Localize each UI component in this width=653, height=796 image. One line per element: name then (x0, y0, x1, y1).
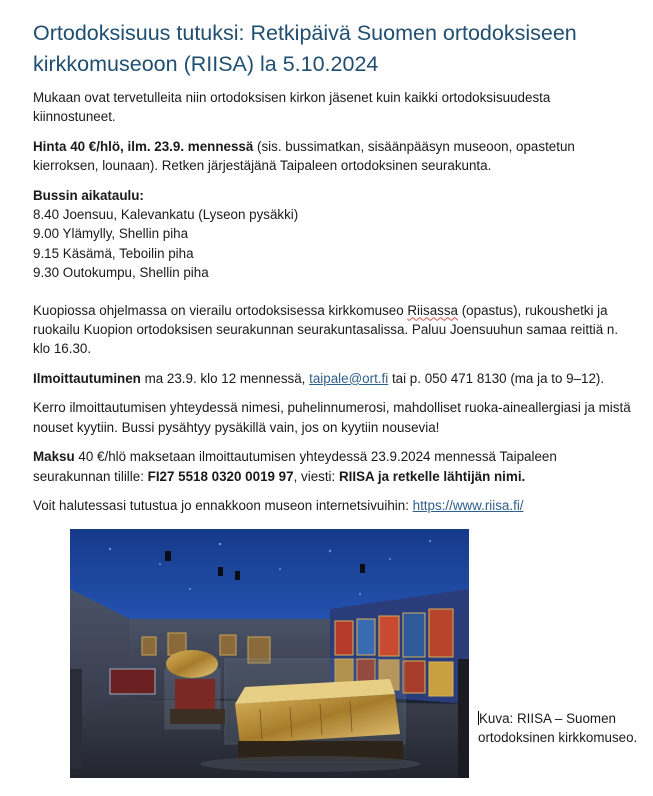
registration-paragraph (33, 369, 633, 388)
payment-message: RIISA ja retkelle lähtijän nimi. (338, 468, 526, 484)
price-paragraph (33, 137, 633, 176)
price-text: (sis. bussimatkan, sisäänpääsyn museoon, opastetun kierroksen, lounaan). Retken järjestäjänä Taipaleen ortodoksinen seurakunta. (33, 138, 575, 174)
document-page (33, 18, 633, 525)
intro-paragraph: Mukaan ovat tervetulleita niin ortodoksisen kirkon jäsenet kuin kaikki ortodoksisuudesta kiinnostuneet. (33, 90, 551, 125)
schedule-stop: 8.40 Joensuu, Kalevankatu (Lyseon pysäkki) (33, 207, 299, 223)
registration-phone: tai p. 050 471 8130 (ma ja to 9–12). (388, 370, 605, 386)
website-text: Voit halutessasi tutustua jo ennakkoon museon internetsivuihin: (33, 497, 413, 513)
schedule-stop: 9.15 Käsämä, Teboilin piha (33, 245, 194, 261)
schedule-heading: Bussin aikataulu: (33, 187, 144, 203)
payment-text: 40 €/hlö maksetaan ilmoittautumisen yhteydessä 23.9.2024 mennessä Taipaleen seurakunnan tilille: (33, 449, 557, 484)
info-paragraph: Kerro ilmoittautumisen yhteydessä nimesi, puhelinnumerosi, mahdolliset ruoka-aineallergiasi ja mistä nouset kyytiin. Bussi pysähtyy pysäkillä vain, jos on kyytiin nousevia! (33, 400, 631, 435)
museum-interior-image (70, 529, 469, 778)
registration-bold: Ilmoittautuminen (33, 370, 141, 386)
website-paragraph (33, 496, 633, 515)
payment-paragraph (33, 447, 633, 486)
program-paragraph (33, 301, 633, 359)
photo-caption (478, 709, 638, 748)
account-number: FI27 5518 0320 0019 97 (147, 468, 294, 484)
museum-photo (70, 529, 469, 778)
page-title: Ortodoksisuus tutuksi: Retkipäivä Suomen ortodoksiseen kirkkomuseoon (RIISA) la 5.10.2024 (33, 21, 577, 76)
payment-bold: Maksu (33, 449, 75, 465)
price-bold: Hinta 40 €/hlö, ilm. 23.9. mennessä (33, 138, 254, 154)
program-text-start: Kuopiossa ohjelmassa on vierailu ortodoksisessa kirkkomuseo (33, 302, 408, 318)
email-link[interactable]: taipale@ort.fi (309, 370, 389, 386)
registration-text: ma 23.9. klo 12 mennessä, (140, 370, 310, 386)
payment-message-label: , viesti: (293, 468, 339, 484)
bus-schedule (33, 186, 633, 283)
caption-text: Kuva: RIISA – Suomen ortodoksinen kirkkomuseo. (478, 711, 638, 746)
schedule-stop: 9.30 Outokumpu, Shellin piha (33, 265, 209, 281)
program-text-end: (opastus), rukoushetki ja ruokailu Kuopion ortodoksisen seurakunnan seurakuntasalissa. Paluu Joensuuhun samaa reittiä n. klo 16.30. (33, 302, 619, 357)
schedule-stop: 9.00 Ylämylly, Shellin piha (33, 226, 189, 242)
website-link[interactable]: https://www.riisa.fi/ (412, 497, 524, 513)
spelling-flagged-word[interactable]: Riisassa (407, 302, 458, 318)
